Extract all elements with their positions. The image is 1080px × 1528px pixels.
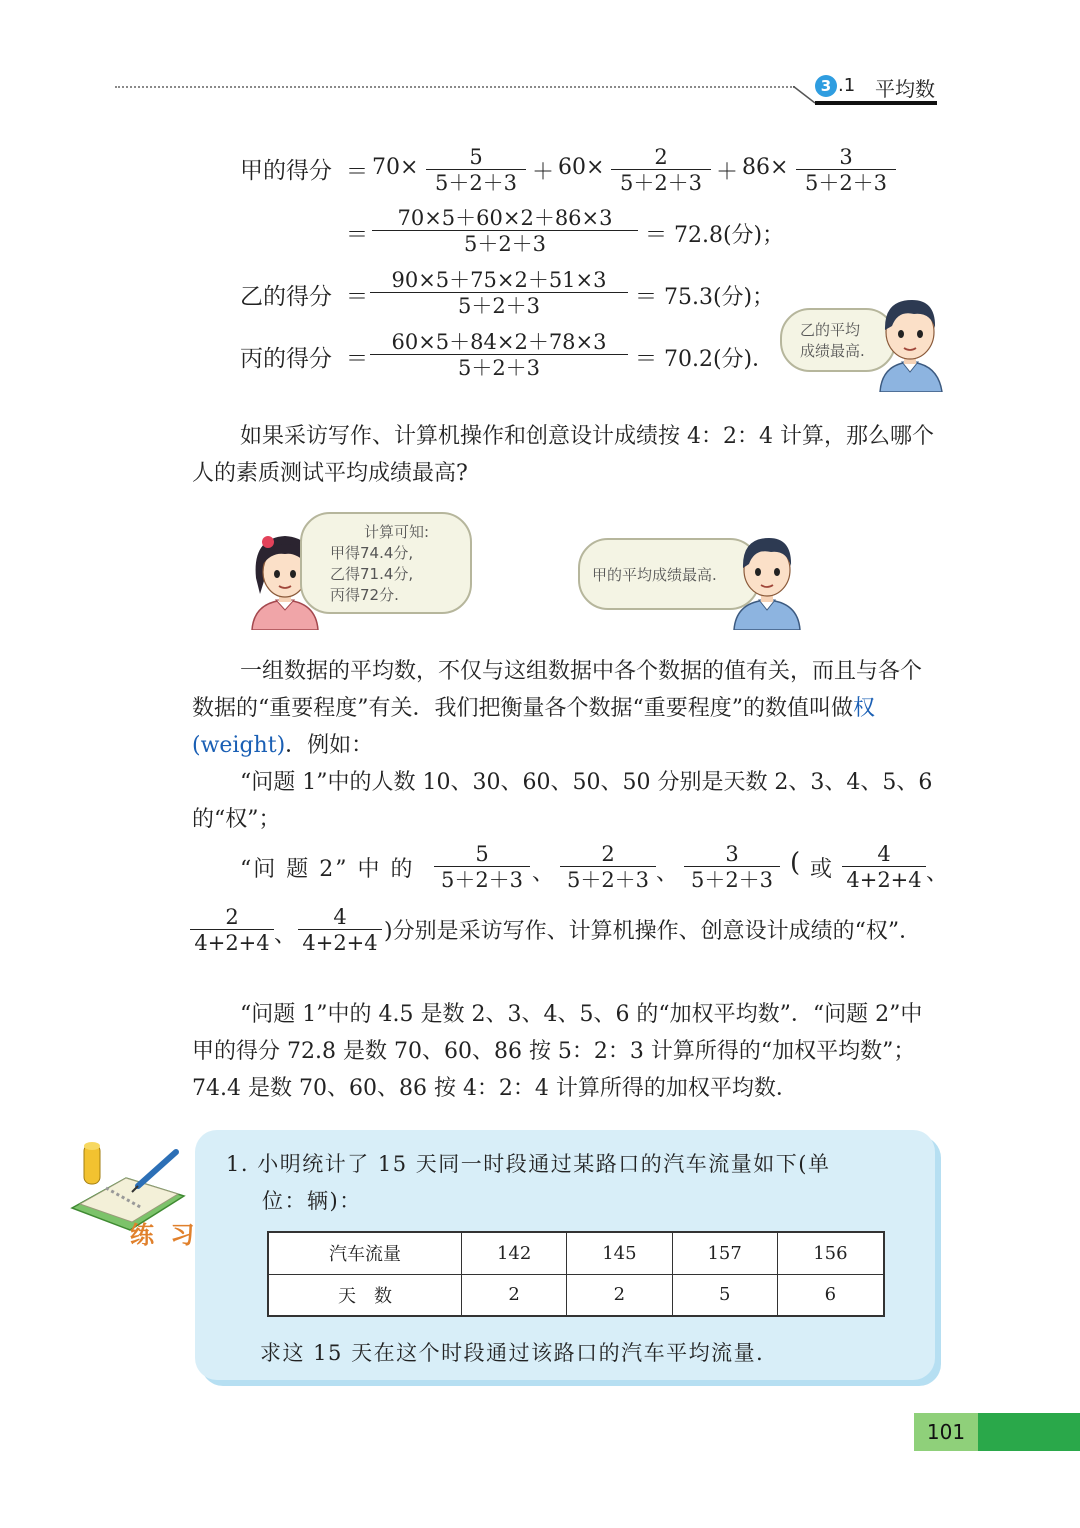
table-cell: 2 (567, 1274, 672, 1316)
exercise-question: 求这 15 天在这个时段通过该路口的汽车平均流量． (260, 1341, 779, 1365)
chapter-number-badge: 3 (815, 75, 837, 97)
or-text: 或 (810, 857, 833, 882)
exercise-label: 练 习 (130, 1221, 199, 1249)
bubble-line: 计算可知: (364, 523, 430, 541)
jia-term-c: 86 (742, 155, 770, 180)
weight-text: 一组数据的平均数，不仅与这组数据中各个数据的值有关，而且与各个数据的“重要程度”有关．我们把衡量各个数据“重要程度”的数值叫做 (192, 659, 923, 721)
table-cell: 142 (462, 1232, 567, 1274)
boy-illustration-mid (728, 532, 806, 630)
traffic-table (267, 1231, 885, 1317)
table-cell: 6 (777, 1274, 884, 1316)
table-cell: 156 (777, 1232, 884, 1274)
separator: 、 (926, 861, 949, 886)
eq-sign: ＝ (346, 285, 369, 310)
separator: 、 (656, 861, 679, 886)
table-cell: 145 (567, 1232, 672, 1274)
speech-bubble-girl (300, 512, 472, 614)
bing-result: ＝ 70.2(分)． (635, 347, 775, 372)
separator: 、 (532, 861, 555, 886)
fraction: $\frac{5}{5+2+3}$ (426, 145, 526, 196)
table-cell: 157 (672, 1232, 777, 1274)
fraction: $\frac{60\times 5+84\times 2+78\times 3}{5+2+3}$ (370, 330, 628, 381)
header-dotted-rule (115, 86, 795, 88)
exercise-line1: 1. 小明统计了 15 天同一时段通过某路口的汽车流量如下(单 (226, 1152, 831, 1176)
times-sign: × (400, 155, 419, 180)
table-cell: 天 数 (268, 1274, 462, 1316)
bubble-line: 乙的平均 (800, 321, 861, 339)
jia-label: 甲的得分 (240, 158, 332, 184)
weight-definition-paragraph (192, 653, 942, 764)
eq-sign: ＝ (346, 347, 369, 372)
section-title: 平均数 (875, 77, 935, 101)
table-cell: 汽车流量 (268, 1232, 462, 1274)
fraction: $\frac{2}{5+2+3}$ (560, 842, 656, 893)
question-paragraph: 如果采访写作、计算机操作和创意设计成绩按 4：2：4 计算，那么哪个人的素质测试平均成绩最高? (192, 424, 934, 486)
bubble-line: 甲的平均成绩最高. (592, 566, 717, 584)
jia-term-a: 70 (372, 155, 400, 180)
times-sign: × (586, 155, 605, 180)
fraction: $\frac{3}{5+2+3}$ (684, 842, 780, 893)
fraction: $\frac{5}{5+2+3}$ (434, 842, 530, 893)
jia-eq-sign: ＝ (346, 160, 369, 185)
section-number: .1 (838, 75, 856, 96)
plus-sign: ＋ (716, 160, 739, 185)
eq-sign: ＝ (346, 223, 369, 248)
separator: 、 (274, 923, 297, 948)
fraction: $\frac{4}{4+2+4}$ (298, 905, 382, 956)
problem2-tail: )分别是采访写作、计算机操作、创意设计成绩的“权”． (384, 919, 922, 944)
times-sign: × (770, 155, 789, 180)
bubble-line: 丙得72分. (330, 586, 399, 604)
problem2-lead: “问 题 2” 中 的 (240, 857, 415, 882)
table-row (268, 1232, 884, 1274)
yi-result: ＝ 75.3(分)； (635, 285, 775, 310)
weight-text: ．例如： (285, 733, 374, 758)
bubble-line: 乙得71.4分, (330, 565, 414, 583)
jia-term-b: 60 (558, 155, 586, 180)
fraction: $\frac{3}{5+2+3}$ (796, 145, 896, 196)
problem1-paragraph: “问题 1”中的人数 10、30、60、50、50 分别是天数 2、3、4、5、6 的“权”； (192, 770, 933, 832)
bubble-line: 成绩最高. (800, 342, 865, 360)
fraction: $\frac{2}{4+2+4}$ (190, 905, 274, 956)
fraction: $\frac{70\times 5+60\times 2+86\times 3}{5+2+3}$ (372, 206, 638, 257)
weighted-mean-paragraph: “问题 1”中的 4.5 是数 2、3、4、5、6 的“加权平均数”．“问题 2”中甲的得分 72.8 是数 70、60、86 按 5：2：3 计算所得的“加权平均数”；74.4 是数 70、60、86 按 4：2：4 计算所得的加权平均数． (192, 1002, 923, 1101)
exercise-line2: 位：辆)： (262, 1189, 362, 1213)
bubble-line: 甲得74.4分, (330, 544, 414, 562)
table-cell: 5 (672, 1274, 777, 1316)
bing-label: 丙的得分 (240, 346, 332, 372)
plus-sign: ＋ (532, 160, 555, 185)
page-number-bar (978, 1413, 1080, 1451)
yi-label: 乙的得分 (240, 284, 332, 310)
fraction: $\frac{2}{5+2+3}$ (611, 145, 711, 196)
fraction: $\frac{90\times 5+75\times 2+51\times 3}{5+2+3}$ (370, 268, 628, 319)
jia-result: ＝ 72.8(分)； (645, 223, 785, 248)
weight-term: 权(weight) (192, 696, 876, 758)
table-cell: 2 (462, 1274, 567, 1316)
table-row (268, 1274, 884, 1316)
boy-illustration-top (870, 292, 950, 392)
fraction: $\frac{4}{4+2+4}$ (842, 842, 926, 893)
page-number: 101 (926, 1420, 966, 1444)
open-paren: ( (790, 848, 801, 878)
